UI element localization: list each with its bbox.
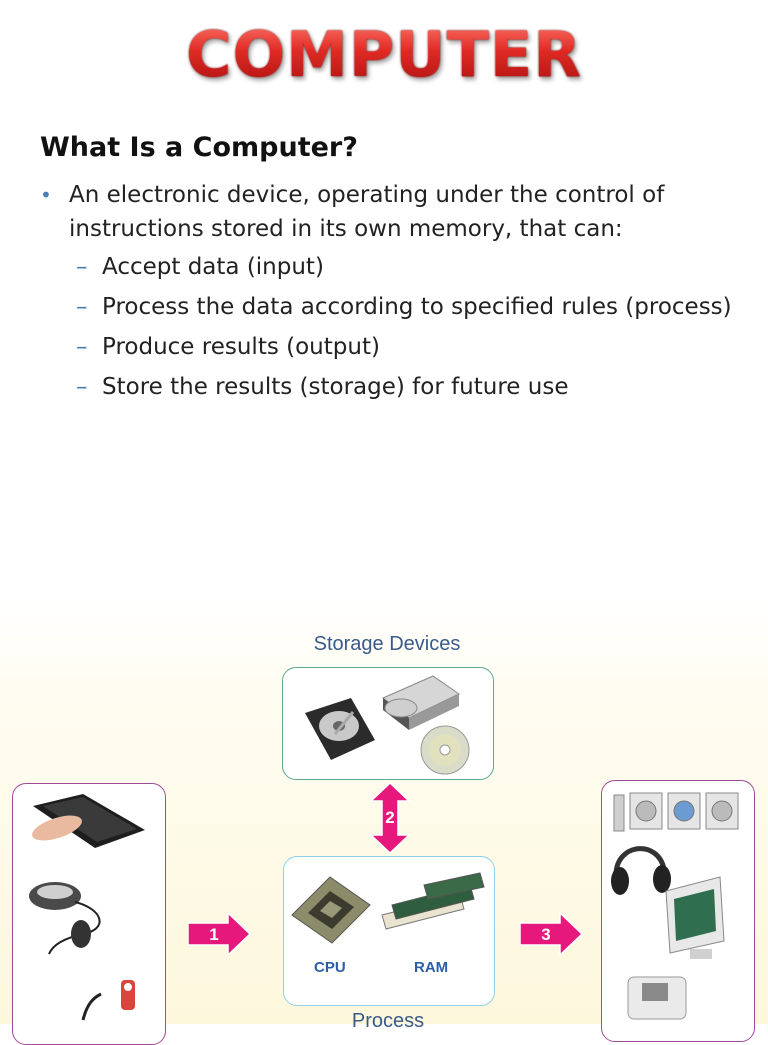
mouse-icon <box>29 882 100 954</box>
page-title: COMPUTER <box>185 18 583 91</box>
arrow-3-number: 3 <box>541 925 551 944</box>
bullet-item <box>40 178 740 246</box>
section-heading: What Is a Computer? <box>40 132 358 163</box>
process-box <box>283 856 495 1006</box>
dash-icon: – <box>76 294 88 320</box>
arrow-3-icon <box>520 913 584 955</box>
bullet-text: An electronic device, operating under the control of instructions stored in its own memory, that can: <box>69 182 665 242</box>
sub-item-input <box>76 250 732 290</box>
webcam-icon <box>83 980 135 1020</box>
sub-item-text: Store the results (storage) for future use <box>102 374 569 400</box>
sub-item-output <box>76 330 732 370</box>
process-illustration <box>284 857 494 957</box>
sub-item-text: Accept data (input) <box>102 254 324 280</box>
keyboard-icon <box>29 794 145 848</box>
arrow-1-number: 1 <box>209 925 219 944</box>
ram-label: RAM <box>414 959 449 976</box>
bullet-dot-icon: • <box>40 183 52 207</box>
dash-icon: – <box>76 254 88 280</box>
sub-list <box>76 250 732 410</box>
sub-item-process <box>76 290 732 330</box>
optical-drive-icon <box>383 676 459 730</box>
hard-drive-icon <box>305 698 375 760</box>
arrow-2-icon <box>369 783 411 853</box>
sub-item-storage <box>76 370 732 410</box>
cpu-chip-icon <box>292 877 370 943</box>
storage-devices-illustration <box>283 668 493 779</box>
information-processing-cycle-diagram <box>0 600 768 1032</box>
printer-icon <box>628 977 686 1019</box>
cd-disc-icon <box>421 726 469 774</box>
input-devices-box <box>12 783 166 1045</box>
cpu-label: CPU <box>314 959 346 976</box>
output-devices-box <box>601 780 755 1042</box>
process-label: Process <box>351 1010 425 1032</box>
sub-item-text: Process the data according to specified rules (process) <box>102 294 732 320</box>
storage-devices-box <box>282 667 494 780</box>
title-banner <box>0 18 768 91</box>
monitor-icon <box>666 877 724 959</box>
speakers-icon <box>614 793 738 831</box>
ram-module-icon <box>382 873 484 929</box>
dash-icon: – <box>76 334 88 360</box>
headphones-icon <box>611 849 671 895</box>
sub-item-text: Produce results (output) <box>102 334 380 360</box>
dash-icon: – <box>76 374 88 400</box>
storage-devices-label: Storage Devices <box>313 633 461 655</box>
arrow-2-number: 2 <box>385 808 395 827</box>
input-devices-illustration <box>13 784 165 1022</box>
arrow-1-icon <box>188 913 252 955</box>
output-devices-illustration <box>602 781 754 1025</box>
